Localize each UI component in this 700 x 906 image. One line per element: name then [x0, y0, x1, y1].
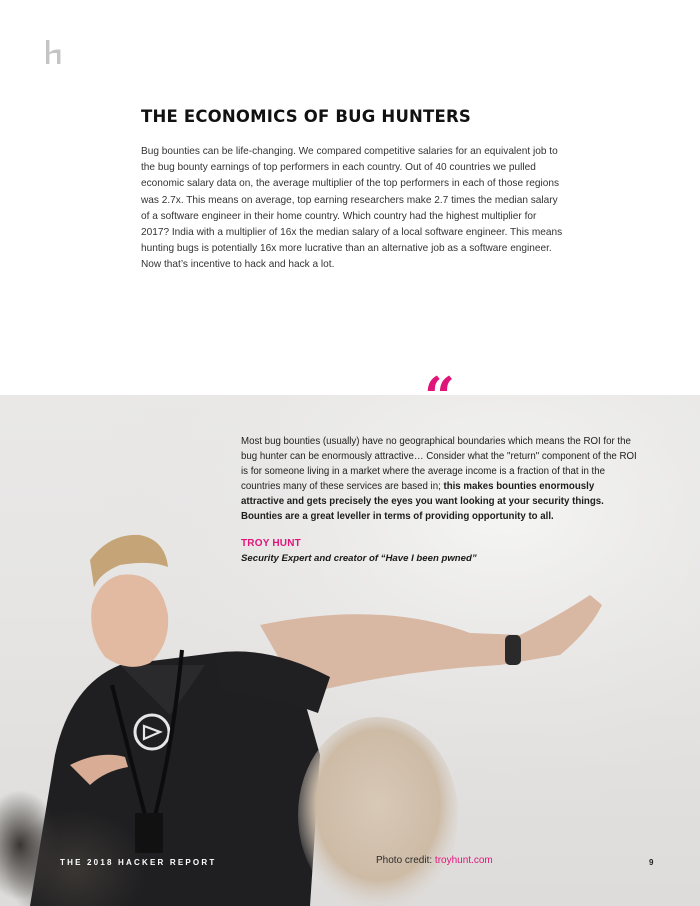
photo-credit-prefix: Photo credit: [376, 855, 435, 866]
article-body: Bug bounties can be life-changing. We compared competitive salaries for an equivalent job to the bug bounty earnings of top performers in each country. Out of 40 countries we pulled economic salary data on, the average multiplier of the top performers in each of those regions was 2.7x. This means on average, top earning researchers make 2.7 times the median salary of a software engineer in their home country. Which country had the highest multiplier for 2017? India with a multiplier of 16x the median salary of a local software engineer. This means hunting bugs is potentially 16x more lucrative than an alternative job as a software engineer. Now that’s incentive to hack and hack a lot. [141, 146, 563, 271]
photo-credit-link[interactable]: troyhunt.com [434, 855, 493, 866]
pull-quote [241, 434, 637, 525]
hackerone-logo-icon [44, 38, 66, 66]
quote-author-role: Security Expert and creator of “Have I been pwned” [241, 553, 477, 564]
quote-text: Most bug bounties (usually) have no geographical boundaries which means the ROI for the bug hunter can be enormously attractive… Consider what the "return" component of the ROI is for someone living in a market where the average income is a fraction of that in the countries many of these services are based in; [241, 436, 637, 493]
page-title: THE ECONOMICS OF BUG HUNTERS [141, 107, 471, 126]
quote-text-emphasis: this makes bounties enormously attractive and gets precisely the eyes you want looking at your security things. Bounties are a great leveller in terms of providing opportunity to all. [241, 481, 604, 523]
report-label: THE 2018 HACKER REPORT [60, 858, 217, 867]
quote-mark-icon: “ [424, 365, 456, 429]
page-number: 9 [649, 858, 654, 867]
quote-author: TROY HUNT [241, 538, 301, 549]
photo-credit [376, 855, 493, 866]
